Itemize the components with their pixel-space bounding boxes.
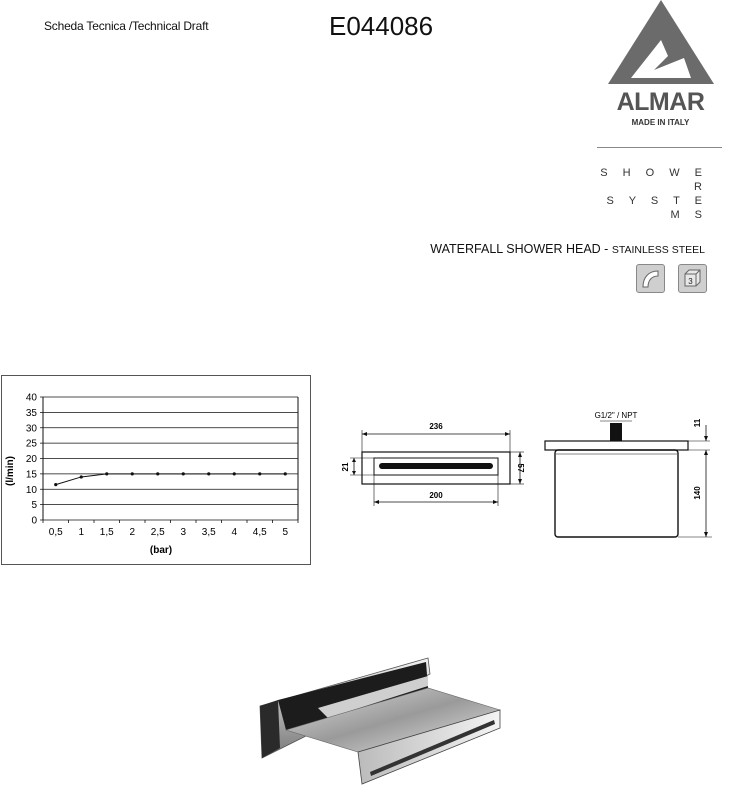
x-tick-label: 0,5 [48,527,63,538]
series-line [56,474,286,485]
made-in-italy: MADE IN ITALY [631,118,690,127]
data-point [284,472,287,475]
x-tick-label: 3 [180,527,187,538]
x-tick-label: 1,5 [99,527,114,538]
data-point [233,472,236,475]
y-tick-label: 25 [25,438,37,450]
brand-tagline [600,166,708,222]
data-point [207,472,210,475]
dim-21: 21 [341,462,350,472]
product-photo-image [258,648,502,786]
tagline-systems: S Y S T E M S [606,195,708,221]
data-point [80,475,83,478]
data-point [156,472,159,475]
data-point [258,472,261,475]
cube-3-icon [678,264,707,293]
x-tick-label: 4 [231,527,238,538]
data-point [54,483,57,486]
data-point [131,472,134,475]
product-name: WATERFALL SHOWER HEAD [430,242,601,256]
brand-name: ALMAR [616,88,705,116]
badge-number: 3 [688,277,693,286]
side-view-drawing [540,405,720,545]
product-code: E044086 [329,11,434,41]
y-tick-label: 0 [31,515,37,527]
y-tick-labels [26,393,38,527]
dim-140: 140 [693,486,702,500]
x-tick-label: 1 [78,527,85,538]
chart-grid [40,397,298,523]
y-axis-label: (l/min) [5,456,16,486]
y-tick-label: 5 [31,500,37,512]
x-tick-label: 3,5 [201,527,216,538]
dim-11: 11 [693,418,702,428]
x-axis-label: (bar) [149,545,173,556]
product-title [300,242,705,256]
flow-chart-svg [0,375,310,565]
shower-head-icon [636,264,665,293]
dim-236: 236 [429,422,443,431]
y-tick-label: 20 [25,454,37,465]
x-tick-label: 2,5 [150,527,165,538]
product-material: STAINLESS STEEL [611,244,705,256]
tagline-shower: S H O W E R [600,167,708,193]
y-tick-label: 30 [25,423,37,435]
almar-logo-icon [608,0,714,90]
brand-divider [597,147,722,148]
title-separator: - [600,242,612,256]
x-tick-label: 2 [129,527,136,538]
x-tick-labels [49,527,289,538]
y-tick-label: 10 [25,484,37,496]
data-point [105,472,108,475]
y-tick-label: 35 [25,407,37,419]
x-tick-label: 4,5 [252,527,267,538]
connection-label: G1/2" / NPT [594,411,638,420]
dim-57: 57 [516,463,525,473]
data-point [182,472,185,475]
scheda-label: Scheda Tecnica /Technical Draft [44,19,209,33]
series-flow [54,472,287,486]
dim-200: 200 [429,491,443,500]
y-tick-label: 40 [25,392,37,404]
x-tick-label: 5 [282,527,289,538]
front-view-drawing [338,412,528,512]
y-tick-label: 15 [25,469,37,481]
